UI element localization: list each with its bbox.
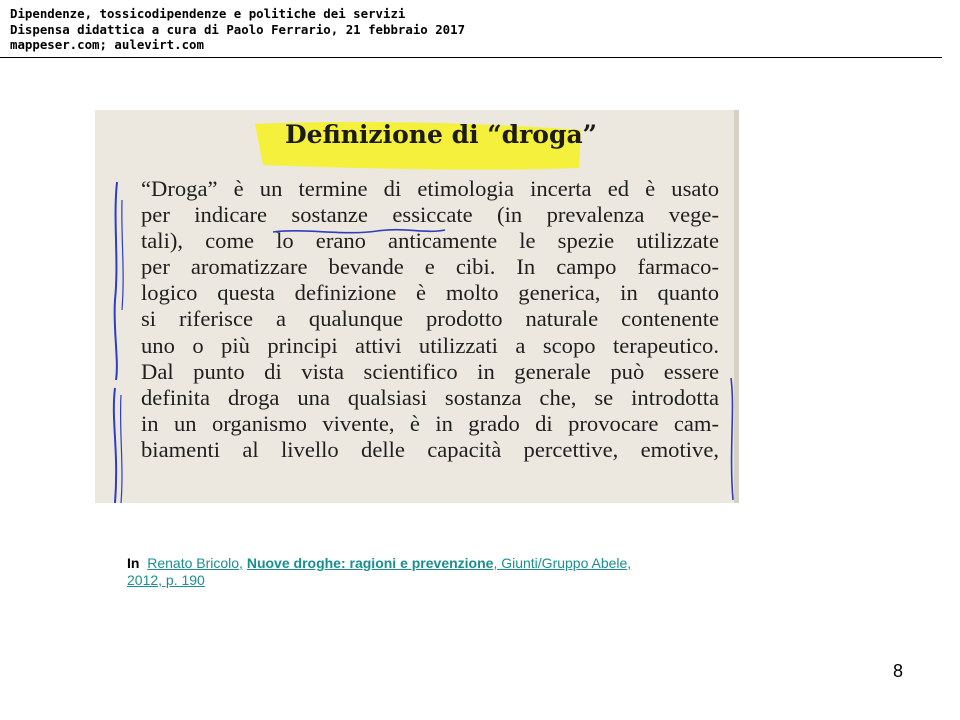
citation-prefix: In [127, 555, 140, 571]
excerpt-line: tali), come lo erano anticamente le spezie utilizzate [141, 228, 719, 254]
document-header [10, 6, 465, 53]
excerpt-body [141, 176, 719, 463]
header-line-3: mappeser.com; aulevirt.com [10, 37, 204, 52]
source-citation [127, 555, 667, 588]
citation-author-link[interactable]: Renato Bricolo, [147, 555, 243, 571]
pen-margin-mark-right [731, 378, 733, 500]
excerpt-line: “Droga” è un termine di etimologia incerta ed è usato [141, 176, 719, 201]
pen-margin-mark-upper-2 [122, 200, 123, 310]
header-divider [0, 57, 942, 58]
citation-publisher-link[interactable]: , Giunti/Gruppo Abele, 2012, p. 190 [127, 555, 632, 588]
header-line-1: Dipendenze, tossicodipendenze e politiche dei servizi [10, 6, 406, 21]
excerpt-line: per indicare sostanze essiccate (in prevalenza vege- [141, 202, 719, 228]
excerpt-line: in un organismo vivente, è in grado di provocare cam- [141, 410, 719, 436]
excerpt-line: si riferisce a qualunque prodotto naturale contenente [141, 306, 719, 332]
excerpt-title: Definizione di “droga” [285, 120, 598, 149]
pen-margin-mark-lower [114, 388, 116, 503]
pen-margin-mark-lower-2 [121, 395, 122, 503]
header-line-2: Dispensa didattica a cura di Paolo Ferrario, 21 febbraio 2017 [10, 21, 466, 37]
excerpt-line: biamenti al livello delle capacità percettive, emotive, [141, 436, 719, 462]
excerpt-line: per aromatizzare bevande e cibi. In campo farmaco- [141, 254, 719, 280]
excerpt-line: Dal punto di vista scientifico in generale può essere [141, 358, 719, 384]
pen-margin-mark-upper [115, 182, 117, 380]
excerpt-line: definita droga una qualsiasi sostanza che, se introdotta [141, 384, 719, 410]
excerpt-line: uno o più principi attivi utilizzati a scopo terapeutico. [141, 332, 719, 358]
page-number: 8 [893, 661, 904, 681]
scanned-book-excerpt [95, 110, 739, 503]
excerpt-line: logico questa definizione è molto generica, in quanto [141, 280, 719, 306]
citation-title-link[interactable]: Nuove droghe: ragioni e prevenzione [246, 555, 494, 571]
